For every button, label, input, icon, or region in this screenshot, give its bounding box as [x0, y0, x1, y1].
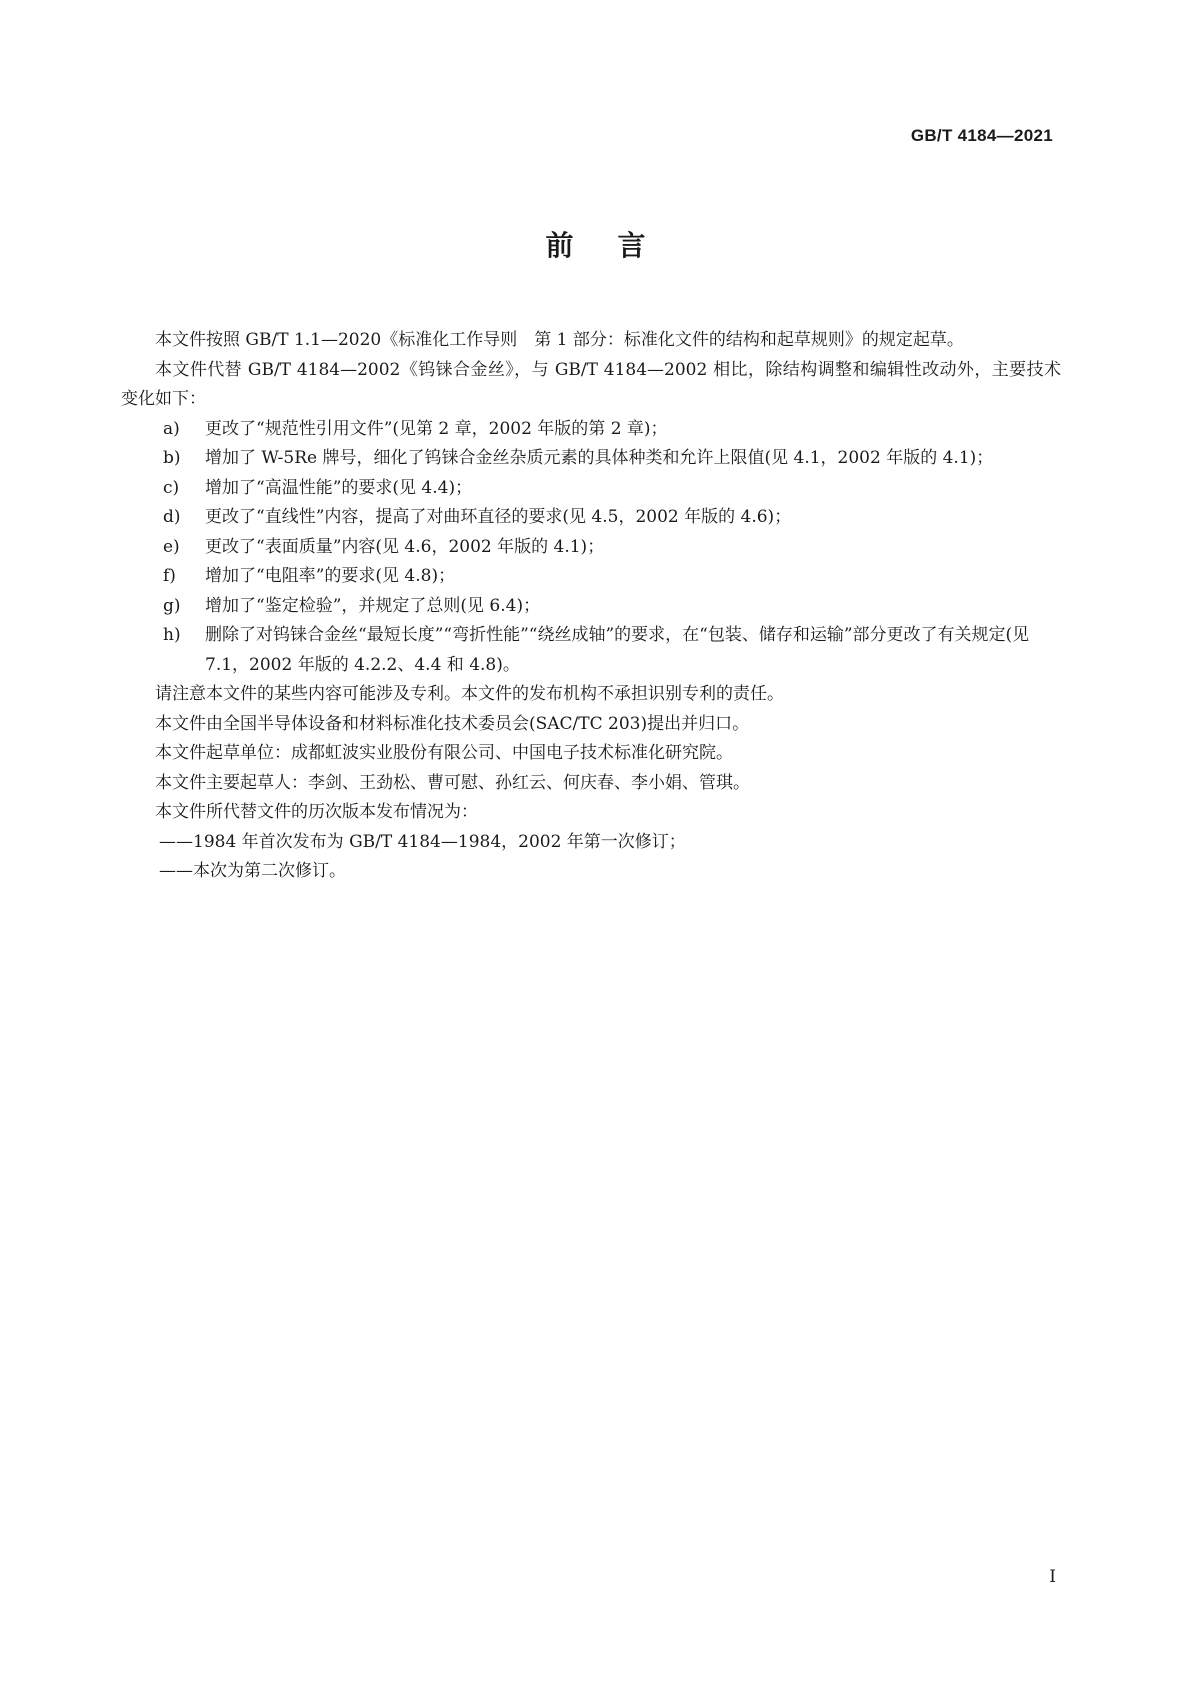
list-item-text: 增加了 W-5Re 牌号，细化了钨铼合金丝杂质元素的具体种类和允许上限值(见 4.1，2002 年版的 4.1)；: [205, 448, 994, 468]
list-item: [121, 503, 1061, 533]
list-item-text: 增加了“电阻率”的要求(见 4.8)；: [205, 566, 456, 586]
history-item: ——本次为第二次修订。: [159, 861, 346, 881]
proposed-by: 本文件由全国半导体设备和材料标准化技术委员会(SAC/TC 203)提出并归口。: [155, 713, 750, 734]
list-marker: a): [163, 418, 180, 439]
list-item-text: 删除了对钨铼合金丝“最短长度”“弯折性能”“绕丝成轴”的要求，在“包装、储存和运输”部分更改了有关规定(见 7.1，2002 年版的 4.2.2、4.4 和 4.8)。: [205, 625, 1030, 675]
history-intro: 本文件所代替文件的历次版本发布情况为：: [155, 802, 478, 822]
list-marker: b): [163, 448, 181, 468]
list-marker: h): [163, 625, 181, 645]
history-item: ——1984 年首次发布为 GB/T 4184—1984，2002 年第一次修订；: [159, 831, 686, 852]
list-item-text: 更改了“直线性”内容，提高了对曲环直径的要求(见 4.5，2002 年版的 4.6)；: [205, 507, 792, 527]
foreword-body: [121, 326, 1061, 887]
list-item-text: 增加了“鉴定检验”，并规定了总则(见 6.4)；: [205, 595, 541, 616]
paragraph-structure-basis: 本文件按照 GB/T 1.1—2020《标准化工作导则 第 1 部分：标准化文件的结构和起草规则》的规定起草。: [155, 330, 964, 350]
paragraph-replacement: 本文件代替 GB/T 4184—2002《钨铼合金丝》，与 GB/T 4184—2002 相比，除结构调整和编辑性改动外，主要技术变化如下：: [121, 359, 1061, 409]
list-item: [121, 621, 1061, 680]
list-item: [121, 444, 1061, 474]
list-item: [121, 533, 1061, 563]
list-marker: d): [163, 507, 181, 527]
patent-notice: 请注意本文件的某些内容可能涉及专利。本文件的发布机构不承担识别专利的责任。: [155, 684, 784, 704]
changes-list: [121, 415, 1061, 681]
list-item: [121, 592, 1061, 622]
list-item-text: 增加了“高温性能”的要求(见 4.4)；: [205, 477, 473, 498]
list-marker: f): [163, 566, 176, 586]
standard-number: GB/T 4184—2021: [910, 126, 1053, 145]
list-item-text: 更改了“规范性引用文件”(见第 2 章，2002 年版的第 2 章)；: [205, 418, 668, 439]
drafting-units: 本文件起草单位：成都虹波实业股份有限公司、中国电子技术标准化研究院。: [155, 743, 733, 763]
list-marker: g): [163, 595, 181, 616]
list-item: [121, 415, 1061, 445]
list-item: [121, 562, 1061, 592]
list-item-text: 更改了“表面质量”内容(见 4.6，2002 年版的 4.1)；: [205, 536, 605, 557]
main-drafters: 本文件主要起草人：李剑、王劲松、曹可慰、孙红云、何庆春、李小娟、管琪。: [155, 772, 750, 793]
list-marker: e): [163, 536, 180, 557]
list-marker: c): [163, 477, 180, 498]
page-number: I: [1049, 1567, 1056, 1587]
list-item: [121, 474, 1061, 504]
page-title: 前言: [545, 229, 690, 262]
